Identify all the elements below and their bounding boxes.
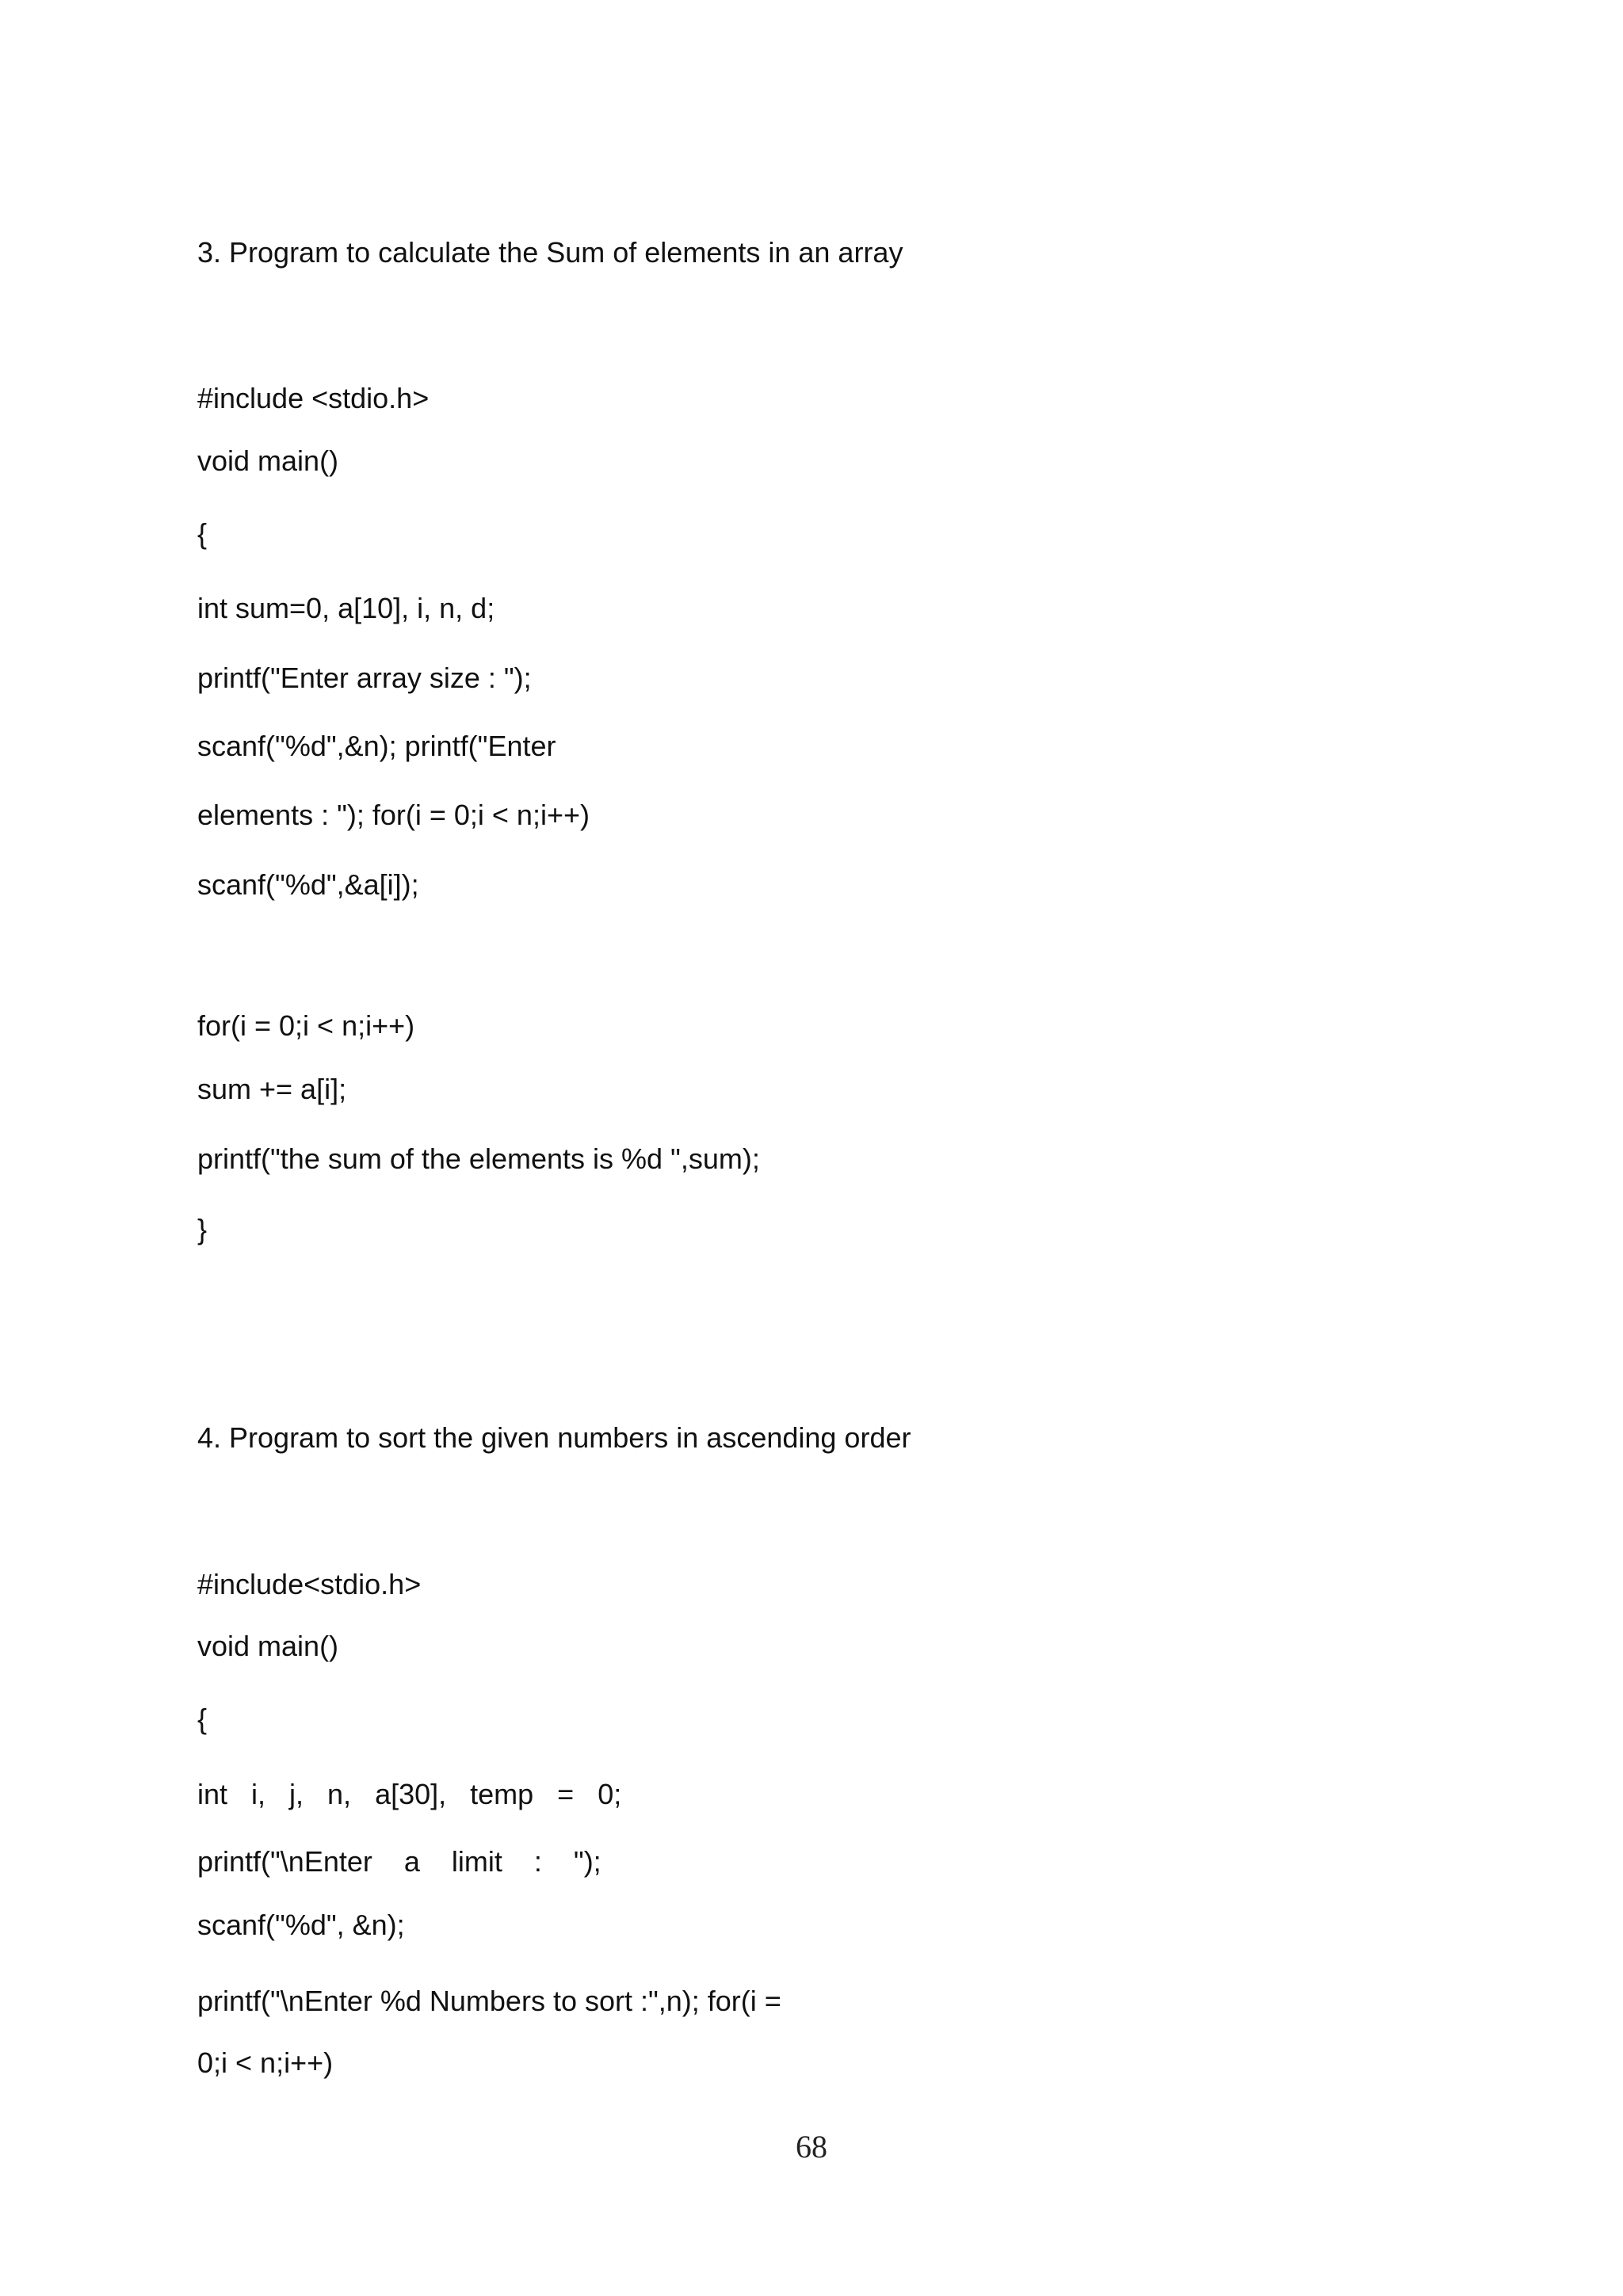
code-line: scanf("%d",&n); printf("Enter bbox=[197, 730, 556, 762]
code-line: for(i = 0;i < n;i++) bbox=[197, 1009, 415, 1042]
page-number: 68 bbox=[796, 2129, 827, 2164]
code-line: void main() bbox=[197, 1630, 339, 1662]
code-line: } bbox=[197, 1213, 208, 1245]
code-line: sum += a[i]; bbox=[197, 1073, 347, 1105]
code-line: printf("the sum of the elements is %d ",sum); bbox=[197, 1142, 760, 1175]
code-line: elements : "); for(i = 0;i < n;i++) bbox=[197, 799, 590, 831]
section-4-heading: 4. Program to sort the given numbers in ascending order bbox=[197, 1421, 911, 1454]
code-line: int i, j, n, a[30], temp = 0; bbox=[197, 1778, 622, 1810]
code-line: void main() bbox=[197, 444, 339, 477]
code-line: { bbox=[197, 1703, 208, 1735]
section-3-heading: 3. Program to calculate the Sum of elements in an array bbox=[197, 236, 903, 269]
code-line: 0;i < n;i++) bbox=[197, 2046, 334, 2079]
code-line: int sum=0, a[10], i, n, d; bbox=[197, 592, 495, 624]
code-line: printf("Enter array size : "); bbox=[197, 662, 532, 694]
code-line: { bbox=[197, 517, 208, 550]
code-line: printf("\nEnter a limit : "); bbox=[197, 1845, 601, 1878]
code-line: #include <stdio.h> bbox=[197, 382, 430, 414]
code-line: scanf("%d", &n); bbox=[197, 1909, 405, 1941]
code-line: #include<stdio.h> bbox=[197, 1568, 422, 1600]
code-line: printf("\nEnter %d Numbers to sort :",n); for(i = bbox=[197, 1985, 781, 2017]
code-line: scanf("%d",&a[i]); bbox=[197, 868, 419, 901]
